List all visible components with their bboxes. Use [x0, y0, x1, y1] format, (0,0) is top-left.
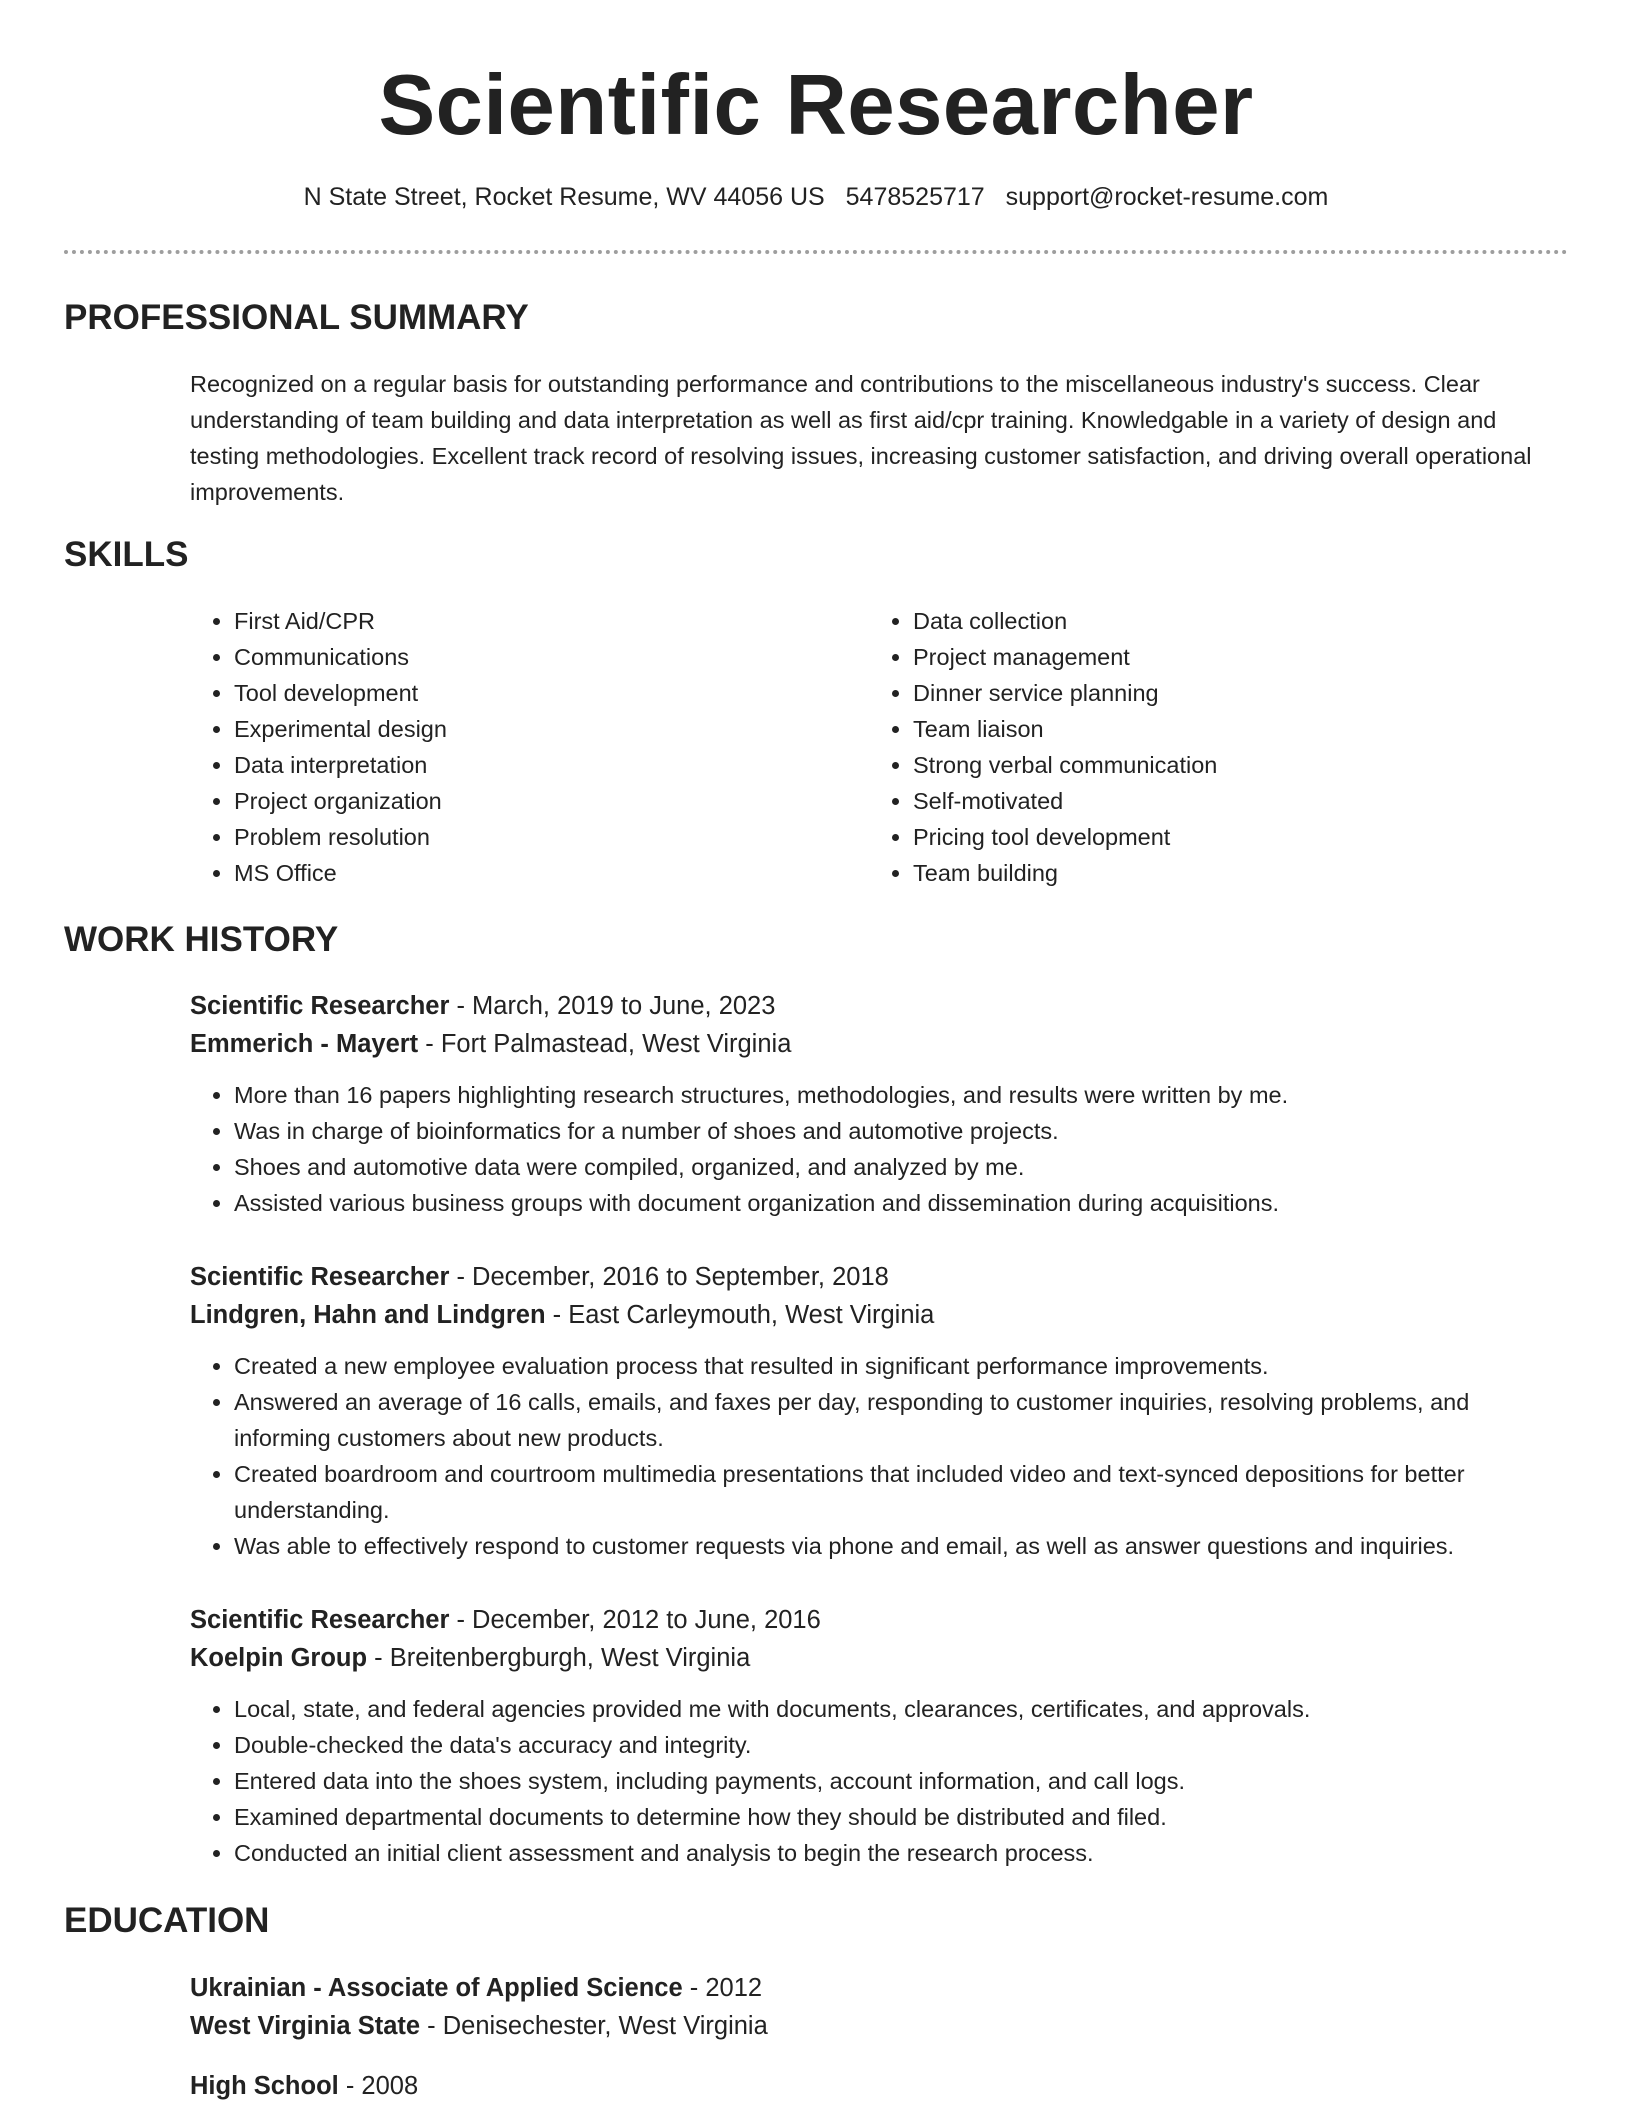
job-company-line — [190, 1296, 1570, 1334]
skill-item: • Strong verbal communication — [913, 747, 1519, 783]
skill-item: • Project management — [913, 639, 1519, 675]
contact-email: support@rocket-resume.com — [1005, 183, 1329, 211]
job-bullet: • Was in charge of bioinformatics for a number of shoes and automotive projects. — [234, 1113, 1570, 1149]
job-bullet: • Conducted an initial client assessment and analysis to begin the research process. — [234, 1835, 1570, 1871]
contact-line — [0, 180, 1632, 214]
job-title-line — [190, 1601, 1570, 1639]
section-title-skills: SKILLS — [64, 535, 189, 574]
job-dates: - March, 2019 to June, 2023 — [449, 992, 776, 1020]
job-bullet: • Entered data into the shoes system, including payments, account information, and call logs. — [234, 1763, 1570, 1799]
skills-column-right — [869, 603, 1519, 891]
job-location: - East Carleymouth, West Virginia — [545, 1301, 935, 1329]
education-entry — [190, 2067, 1570, 2105]
section-title-summary: PROFESSIONAL SUMMARY — [64, 298, 529, 337]
job-bullet: • Local, state, and federal agencies provided me with documents, clearances, certificates, and approvals. — [234, 1691, 1570, 1727]
summary-text: Recognized on a regular basis for outstanding performance and contributions to the miscellaneous industry's success. Clear understanding of team building and data interpretation as well as first aid/cpr training. Knowledgable in a variety of design and testing methodologies. Excellent track record of resolving issues, increasing customer satisfaction, and driving overall operational improvements. — [190, 371, 1532, 505]
job-company-line — [190, 1025, 1570, 1063]
job-entry — [190, 987, 1570, 1221]
education-location: - Denisechester, West Virginia — [420, 2012, 768, 2040]
education-degree-line — [190, 1969, 1570, 2007]
job-bullet: • Shoes and automotive data were compiled, organized, and analyzed by me. — [234, 1149, 1570, 1185]
education-school: West Virginia State — [190, 2012, 421, 2040]
education-degree: Ukrainian - Associate of Applied Science — [190, 1974, 683, 2002]
job-bullets — [190, 1691, 1570, 1871]
header-divider — [64, 250, 1568, 254]
job-company: Emmerich - Mayert — [190, 1030, 419, 1058]
job-dates: - December, 2012 to June, 2016 — [449, 1606, 821, 1634]
skill-item: • Experimental design — [234, 711, 840, 747]
job-company: Koelpin Group — [190, 1644, 368, 1672]
job-company-line — [190, 1639, 1570, 1677]
skill-item: • Tool development — [234, 675, 840, 711]
skill-item: • First Aid/CPR — [234, 603, 840, 639]
candidate-name: Scientific Researcher — [378, 58, 1254, 153]
job-dates: - December, 2016 to September, 2018 — [449, 1263, 889, 1291]
job-title-line — [190, 987, 1570, 1025]
job-bullet: • Examined departmental documents to determine how they should be distributed and filed. — [234, 1799, 1570, 1835]
section-title-work-history: WORK HISTORY — [64, 920, 339, 959]
job-bullet: • Answered an average of 16 calls, emails, and faxes per day, responding to customer inquiries, resolving problems, and informing customers about new products. — [234, 1384, 1570, 1456]
job-location: - Fort Palmastead, West Virginia — [418, 1030, 792, 1058]
skill-item: • Problem resolution — [234, 819, 840, 855]
contact-address: N State Street, Rocket Resume, WV 44056 US — [303, 183, 825, 211]
job-location: - Breitenbergburgh, West Virginia — [367, 1644, 751, 1672]
job-entry — [190, 1258, 1570, 1564]
job-bullet: • Was able to effectively respond to customer requests via phone and email, as well as answer questions and inquiries. — [234, 1528, 1570, 1564]
job-bullet: • Created boardroom and courtroom multimedia presentations that included video and text-synced depositions for better understanding. — [234, 1456, 1570, 1528]
job-role: Scientific Researcher — [190, 1606, 450, 1634]
skills-column-left — [190, 603, 840, 891]
education-year: - 2012 — [682, 1974, 763, 2002]
job-bullets — [190, 1077, 1570, 1221]
skill-item: • Data interpretation — [234, 747, 840, 783]
job-bullet: • Assisted various business groups with document organization and dissemination during acquisitions. — [234, 1185, 1570, 1221]
job-bullet: • More than 16 papers highlighting research structures, methodologies, and results were written by me. — [234, 1077, 1570, 1113]
job-company: Lindgren, Hahn and Lindgren — [190, 1301, 546, 1329]
education-degree: High School — [190, 2072, 339, 2100]
skill-item: • Data collection — [913, 603, 1519, 639]
skill-item: • Team building — [913, 855, 1519, 891]
skill-item: • Self-motivated — [913, 783, 1519, 819]
education-school-line — [190, 2007, 1570, 2045]
skill-item: • Project organization — [234, 783, 840, 819]
job-bullet: • Created a new employee evaluation process that resulted in significant performance improvements. — [234, 1348, 1570, 1384]
education-year: - 2008 — [338, 2072, 419, 2100]
education-entry — [190, 1969, 1570, 2045]
skill-item: • Team liaison — [913, 711, 1519, 747]
job-title-line — [190, 1258, 1570, 1296]
education-degree-line — [190, 2067, 1570, 2105]
job-bullet: • Double-checked the data's accuracy and integrity. — [234, 1727, 1570, 1763]
skill-item: • MS Office — [234, 855, 840, 891]
job-bullets — [190, 1348, 1570, 1564]
contact-phone: 5478525717 — [845, 183, 985, 211]
job-role: Scientific Researcher — [190, 1263, 450, 1291]
job-entry — [190, 1601, 1570, 1871]
skill-item: • Pricing tool development — [913, 819, 1519, 855]
skill-item: • Dinner service planning — [913, 675, 1519, 711]
skill-item: • Communications — [234, 639, 840, 675]
section-title-education: EDUCATION — [64, 1901, 270, 1940]
job-role: Scientific Researcher — [190, 992, 450, 1020]
